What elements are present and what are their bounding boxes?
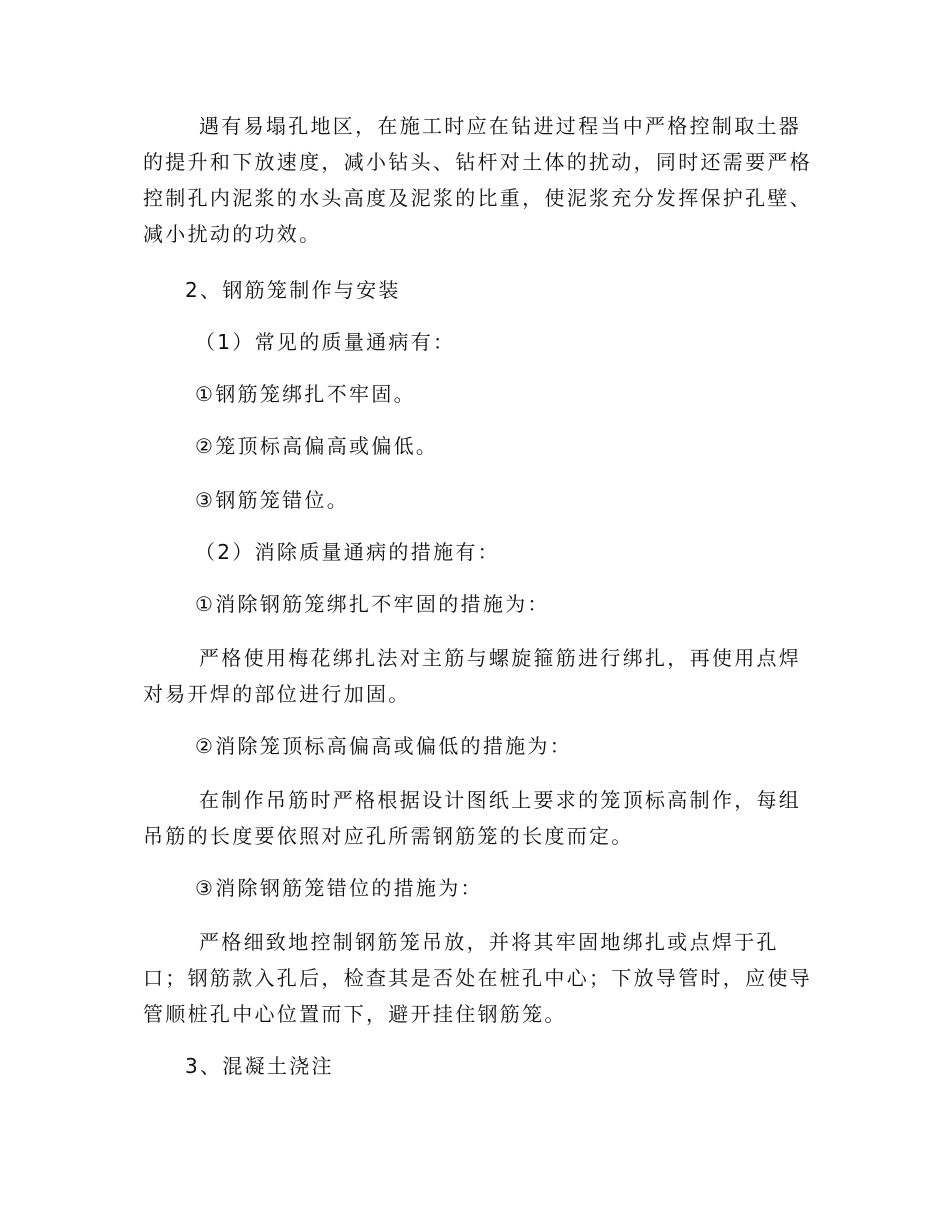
- issue-item-1: ①钢筋笼绑扎不牢固。: [195, 382, 416, 406]
- section-heading-3: 3、混凝土浇注: [185, 1054, 334, 1078]
- measure-3-title: ③消除钢筋笼错位的措施为：: [195, 876, 483, 900]
- measure-2-title: ②消除笼顶标高偏高或偏低的措施为：: [195, 734, 573, 758]
- issue-item-3: ③钢筋笼错位。: [195, 488, 350, 512]
- measure-1-title: ①消除钢筋笼绑扎不牢固的措施为：: [195, 592, 550, 616]
- issue-item-2: ②笼顶标高偏高或偏低。: [195, 434, 439, 458]
- paragraph-collapse-prevention: 遇有易塌孔地区，在施工时应在钻进过程当中严格控制取土器的提升和下放速度，减小钻头、钻杆对土体的扰动，同时还需要严格控制孔内泥浆的水头高度及泥浆的比重，使泥浆充分发挥保护孔壁、减小扰动的功效。: [143, 114, 812, 246]
- measure-1-text: 严格使用梅花绑扎法对主筋与螺旋箍筋进行绑扎，再使用点焊对易开焊的部位进行加固。: [143, 646, 802, 706]
- subheading-common-issues: （1）常见的质量通病有：: [195, 330, 456, 354]
- measure-2-text: 在制作吊筋时严格根据设计图纸上要求的笼顶标高制作，每组吊筋的长度要依照对应孔所需钢筋笼的长度而定。: [143, 788, 802, 848]
- subheading-measures: （2）消除质量通病的措施有：: [195, 540, 500, 564]
- section-heading-2: 2、钢筋笼制作与安装: [185, 278, 401, 302]
- measure-3-text: 严格细致地控制钢筋笼吊放，并将其牢固地绑扎或点焊于孔口；钢筋款入孔后，检查其是否处在桩孔中心；下放导管时，应使导管顺桩孔中心位置而下，避开挂住钢筋笼。: [143, 930, 812, 1026]
